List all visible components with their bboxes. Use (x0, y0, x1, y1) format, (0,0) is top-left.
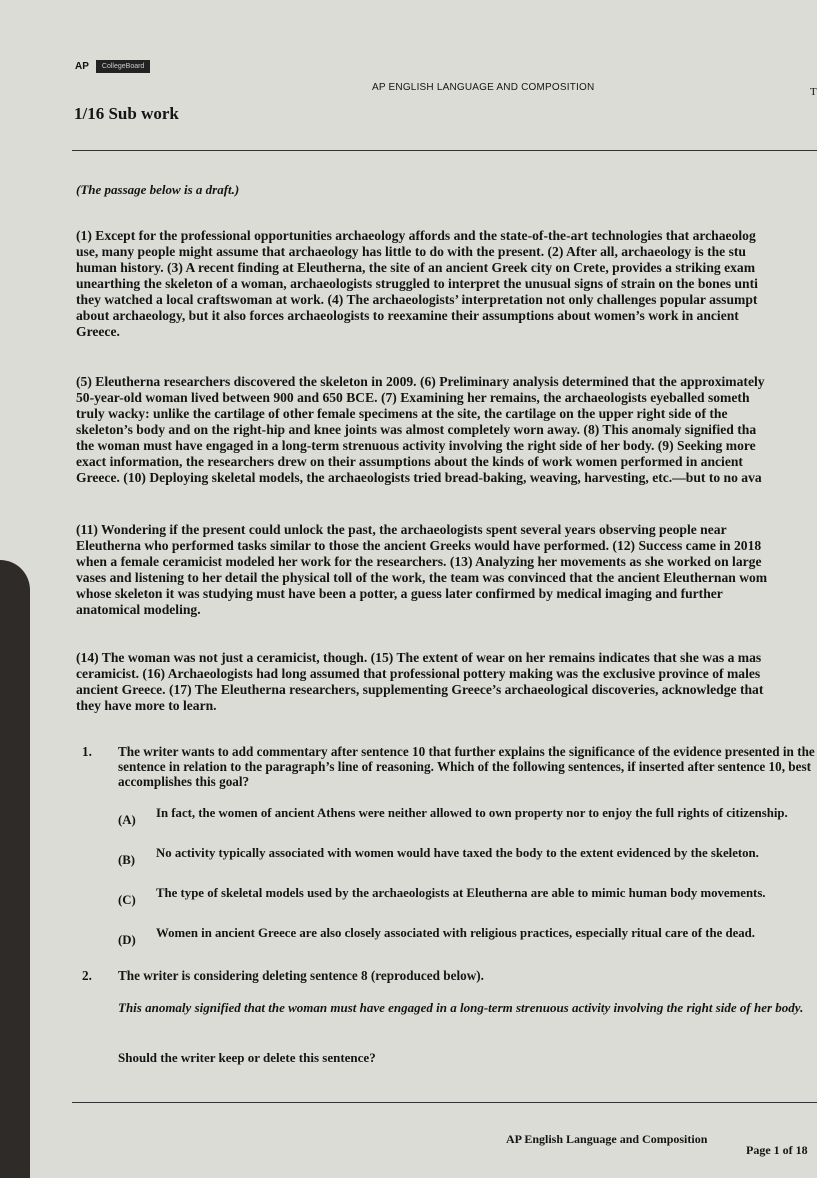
option-text: The type of skeletal models used by the archaeologists at Eleutherna are able to mimic human body movements. (156, 886, 766, 900)
passage-line: (14) The woman was not just a ceramicist, though. (15) The extent of wear on her remains indicates that she was a mas (76, 650, 762, 665)
draft-note: (The passage below is a draft.) (76, 182, 240, 197)
page-title: 1/16 Sub work (74, 104, 179, 123)
option-text: In fact, the women of ancient Athens were neither allowed to own property nor to enjoy the full rights of citizenship. (156, 806, 788, 820)
question-prompt: Should the writer keep or delete this sentence? (118, 1050, 376, 1065)
finger-shadow (0, 560, 30, 1178)
question-2 (82, 968, 817, 986)
question-number: 2. (82, 968, 92, 983)
page-header (72, 56, 817, 96)
reproduced-sentence: This anomaly signified that the woman must have engaged in a long-term strenuous activity involving the right side of her body. (118, 1000, 804, 1015)
passage-line: vases and listening to her detail the physical toll of the work, the team was convinced that the ancient Eleuthernan wom (76, 570, 768, 585)
passage-paragraph-3 (76, 522, 817, 618)
footer-course-title: AP English Language and Composition (506, 1132, 708, 1146)
passage-line: truly wacky: unlike the cartilage of other female specimens at the site, the cartilage on the upper right side of the (76, 406, 728, 421)
passage-line: (11) Wondering if the present could unlock the past, the archaeologists spent several years observing people near (76, 522, 727, 537)
passage-line: Eleutherna who performed tasks similar to those the ancient Greeks would have performed. (12) Success came in 2018 (76, 538, 762, 553)
passage-line: exact information, the researchers drew on their assumptions about the kinds of work women performed in ancient (76, 454, 743, 469)
question-stem: The writer wants to add commentary after sentence 10 that further explains the significance of the evidence presented in the sentence in relation to the paragraph’s line of reasoning. Which of the following sentences, if inserted after sentence 10, best accomplishes this goal? (118, 744, 815, 789)
ap-logo-mark: AP (72, 60, 92, 73)
course-title: AP ENGLISH LANGUAGE AND COMPOSITION (372, 82, 595, 93)
passage-line: about archaeology, but it also forces archaeologists to reexamine their assumptions about women’s work in ancient (76, 308, 739, 323)
passage-paragraph-4 (76, 650, 817, 714)
passage-line: anatomical modeling. (76, 602, 201, 617)
cut-off-letter: T (810, 86, 817, 98)
passage-line: ancient Greece. (17) The Eleutherna researchers, supplementing Greece’s archaeological discoveries, acknowledge that (76, 682, 764, 697)
option-letter: (B) (118, 853, 136, 867)
college-board-logo: CollegeBoard (96, 60, 150, 73)
passage-line: (5) Eleutherna researchers discovered the skeleton in 2009. (6) Preliminary analysis determined that the approximately (76, 374, 765, 389)
passage-line: skeleton’s body and on the right-hip and knee joints was almost completely worn away. (8) This anomaly signified tha (76, 422, 757, 437)
footer-divider (72, 1102, 817, 1103)
passage-line: use, many people might assume that archaeology has little to do with the present. (2) After all, archaeology is the stu (76, 244, 746, 259)
passage-line: human history. (3) A recent finding at Eleutherna, the site of an ancient Greek city on Crete, provides a striking exam (76, 260, 756, 275)
passage-line: whose skeleton it was studying must have been a potter, a guess later confirmed by medical imaging and further (76, 586, 723, 601)
passage-line: 50-year-old woman lived between 900 and 650 BCE. (7) Examining her remains, the archaeologists eyeballed someth (76, 390, 750, 405)
passage-line: when a female ceramicist modeled her work for the researchers. (13) Analyzing her movements as she worked on large (76, 554, 762, 569)
title-divider (72, 150, 817, 151)
page-number: Page 1 of 18 (746, 1143, 808, 1157)
passage-line: they have more to learn. (76, 698, 217, 713)
passage-line: they watched a local craftswoman at work. (4) The archaeologists’ interpretation not only challenges popular assumpt (76, 292, 758, 307)
passage-line: unearthing the skeleton of a woman, archaeologists struggled to interpret the unusual signs of strain on the bones unti (76, 276, 758, 291)
question-1 (82, 744, 817, 794)
option-text: No activity typically associated with women would have taxed the body to the extent evidenced by the skeleton. (156, 846, 759, 860)
option-text: Women in ancient Greece are also closely associated with religious practices, especially ritual care of the dead. (156, 926, 755, 940)
passage-line: the woman must have engaged in a long-term strenuous activity involving the right side of her body. (9) Seeking more (76, 438, 756, 453)
passage-line: ceramicist. (16) Archaeologists had long assumed that professional pottery making was the exclusive province of males (76, 666, 761, 681)
option-letter: (C) (118, 893, 136, 907)
question-stem: The writer is considering deleting sentence 8 (reproduced below). (118, 968, 484, 983)
option-letter: (A) (118, 813, 136, 827)
ap-logo (72, 60, 150, 73)
question-number: 1. (82, 744, 92, 759)
option-letter: (D) (118, 933, 136, 947)
passage-line: (1) Except for the professional opportunities archaeology affords and the state-of-the-art technologies that archaeolog (76, 228, 756, 243)
passage-paragraph-2 (76, 374, 817, 486)
passage-line: Greece. (76, 324, 120, 339)
passage-line: Greece. (10) Deploying skeletal models, the archaeologists tried bread-baking, weaving, harvesting, etc.—but to no ava (76, 470, 762, 485)
passage-paragraph-1 (76, 228, 817, 340)
